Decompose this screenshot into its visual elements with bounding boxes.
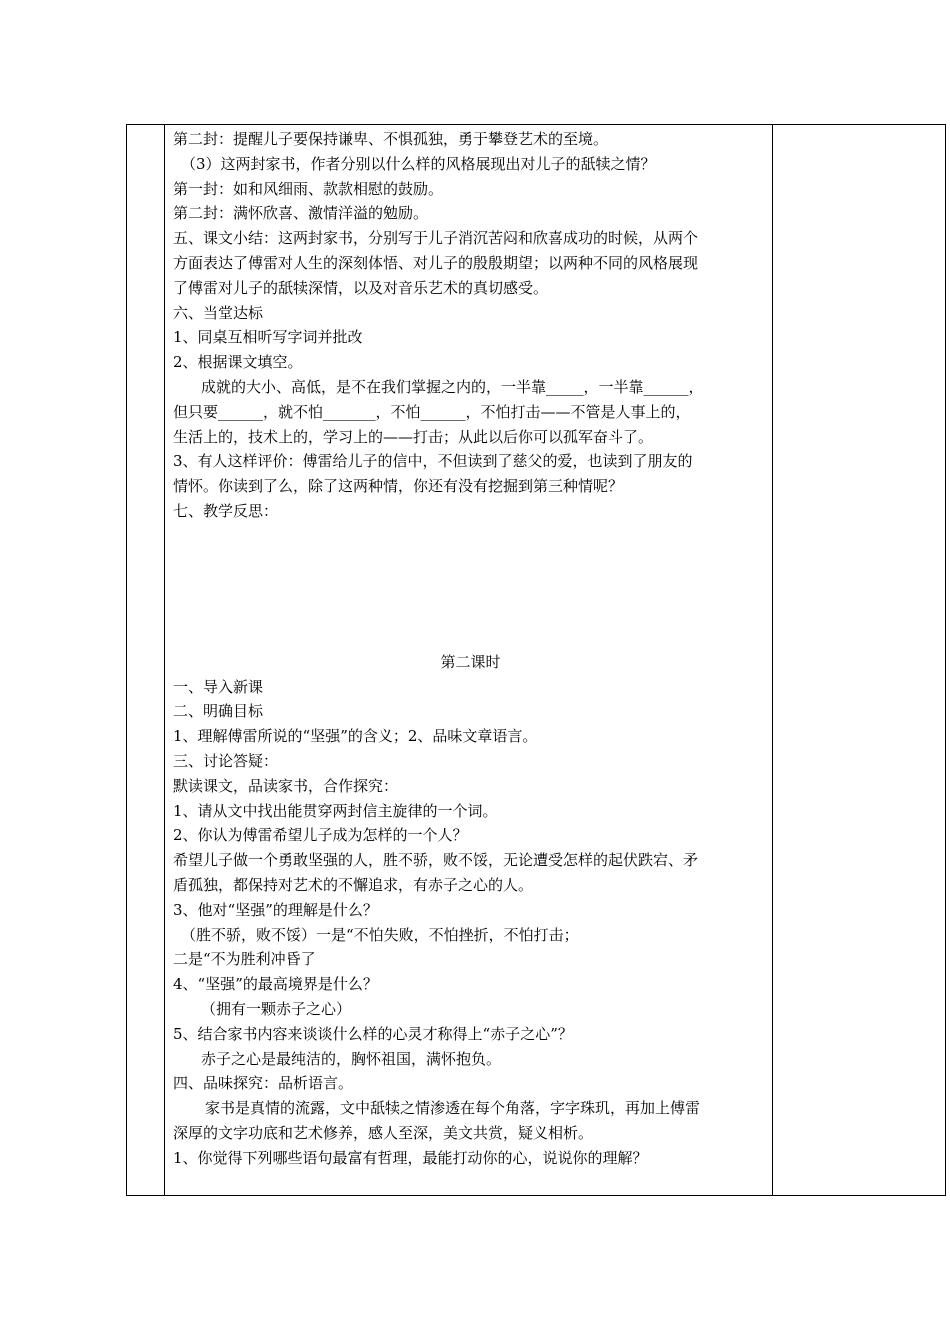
text-line: 3、他对“坚强”的理解是什么？	[173, 900, 378, 919]
text-line: 1、理解傅雷所说的“坚强”的含义；2、品味文章语言。	[173, 727, 538, 746]
text-line: 赤子之心是最纯洁的，胸怀祖国，满怀抱负。	[201, 1049, 502, 1068]
text-line: 1、请从文中找出能贯穿两封信主旋律的一个词。	[173, 801, 498, 820]
text-line: 了傅雷对儿子的舐犊深情，以及对音乐艺术的真切感受。	[173, 278, 549, 297]
text-line: 深厚的文字功底和艺术修养，感人至深，美文共赏，疑义相析。	[173, 1123, 594, 1142]
text-line: 4、“坚强”的最高境界是什么？	[173, 975, 378, 994]
section-heading: 二、明确目标	[173, 702, 264, 721]
section-heading: 四、品味探究：品析语言。	[173, 1074, 354, 1093]
text-line: 默读课文，品读家书，合作探究：	[173, 776, 399, 795]
table-bottom-border	[126, 1195, 946, 1196]
text-line: 2、根据课文填空。	[173, 353, 303, 372]
text-line: 1、同桌互相听写字词并批改	[173, 328, 363, 347]
table-left-border	[126, 124, 127, 1196]
section-heading: 七、教学反思：	[173, 501, 279, 520]
text-line: 第一封：如和风细雨、款款相慰的鼓励。	[173, 179, 444, 198]
text-line: 第二封：提醒儿子要保持谦卑、不惧孤独，勇于攀登艺术的至境。	[173, 130, 609, 148]
fill-in-blank-line: 但只要______，就不怕_______，不怕______，不怕打击——不管是人事上的，	[173, 402, 691, 421]
table-right-border	[945, 124, 946, 1196]
fill-in-blank-line: 成就的大小、高低，是不在我们掌握之内的，一半靠_____，一半靠______，	[201, 377, 704, 396]
text-line: 1、你觉得下列哪些语句最富有哲理，最能打动你的心，说说你的理解？	[173, 1148, 648, 1167]
text-line: 二是“不为胜利冲昏了	[173, 950, 316, 969]
text-line: 家书是真情的流露，文中舐犊之情渗透在每个角落，字字珠玑，再加上傅雷	[205, 1099, 701, 1118]
text-line: 五、课文小结：这两封家书，分别写于儿子消沉苦闷和欣喜成功的时候，从两个	[173, 229, 699, 248]
section-heading: 六、当堂达标	[173, 303, 264, 322]
lesson-section-title: 第二课时	[440, 652, 501, 671]
text-line: 生活上的，技术上的，学习上的——打击；从此以后你可以孤军奋斗了。	[173, 427, 654, 446]
text-line: 5、结合家书内容来谈谈什么样的心灵才称得上“赤子之心”？	[173, 1024, 573, 1043]
table-column-divider-right	[772, 124, 773, 1196]
reflection-space	[173, 524, 768, 650]
text-line: 情怀。你读到了么，除了这两种情，你还有没有挖掘到第三种情呢？	[173, 477, 624, 496]
table-column-divider-left	[164, 124, 165, 1196]
lesson-content-cell	[173, 127, 768, 1170]
text-line: 第二封：满怀欣喜、激情洋溢的勉励。	[173, 204, 429, 223]
text-line: 希望儿子做一个勇敢坚强的人，胜不骄，败不馁，无论遭受怎样的起伏跌宕、矛	[173, 851, 699, 870]
text-line: （3）这两封家书，作者分别以什么样的风格展现出对儿子的舐犊之情？	[181, 154, 656, 173]
text-line: （拥有一颗赤子之心）	[201, 999, 352, 1018]
section-heading: 一、导入新课	[173, 677, 264, 696]
text-line: （胜不骄，败不馁）一是“不怕失败，不怕挫折，不怕打击；	[181, 925, 579, 944]
table-top-border	[126, 124, 946, 125]
section-heading: 三、讨论答疑：	[173, 751, 279, 770]
text-line: 3、有人这样评价：傅雷给儿子的信中，不但读到了慈父的爱，也读到了朋友的	[173, 452, 693, 471]
text-line: 2、你认为傅雷希望儿子成为怎样的一个人？	[173, 826, 468, 845]
text-line: 盾孤独，都保持对艺术的不懈追求，有赤子之心的人。	[173, 875, 534, 894]
text-line: 方面表达了傅雷对人生的深刻体悟、对儿子的殷殷期望；以两种不同的风格展现	[173, 253, 699, 272]
